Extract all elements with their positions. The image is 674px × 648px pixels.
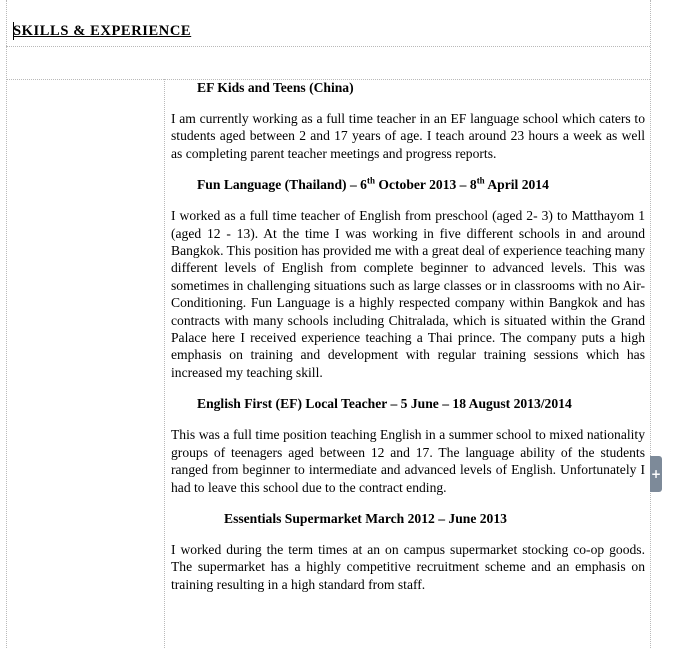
section-heading[interactable]: SKILLS & EXPERIENCE — [13, 23, 192, 39]
job-title-fun-language-part-a: Fun Language (Thailand) – 6 — [197, 177, 367, 193]
gridline-left — [6, 0, 7, 648]
job-title-fun-language-part-b: October 2013 – 8 — [374, 177, 477, 193]
ordinal-suffix: th — [366, 175, 375, 186]
job-title-essentials: Essentials Supermarket March 2012 – June 2013 — [224, 510, 507, 526]
gridline-row-1 — [6, 46, 650, 47]
experience-content[interactable] — [171, 79, 645, 593]
job-description-fun-language: I worked as a full time teacher of English from preschool (aged 2- 3) to Matthayom 1 (aged 12 - 13). At the time I was working in five different schools in and around Bangkok. This position has provided me with a great deal of experience teaching many different levels of English from complete beginner to advanced levels. This was sometimes in challenging situations such as large classes or in classrooms with no Air-Conditioning. Fun Language is a highly respected company within Bangkok and has contracts with many schools including Chitralada, which is situated within the Grand Palace here I received experience teaching a Thai prince. The company puts a high emphasis on training and development with regular training sessions which has increased my teaching skill. — [171, 208, 645, 380]
job-description-english-first: This was a full time position teaching English in a summer school to mixed nationality groups of teenagers aged between 12 and 17. The language ability of the students ranged from beginner to intermediate and advanced levels of English. Unfortunately I had to leave this school due to the contract ending. — [171, 427, 645, 495]
job-title-ef-kids: EF Kids and Teens (China) — [197, 80, 354, 95]
job-title-fun-language — [171, 176, 645, 194]
ordinal-suffix: th — [476, 175, 485, 186]
job-title-english-first: English First (EF) Local Teacher – 5 June – 18 August 2013/2014 — [197, 396, 572, 412]
gridline-right — [650, 0, 651, 648]
gridline-column-divider — [164, 79, 165, 648]
job-description-ef-kids: I am currently working as a full time teacher in an EF language school which caters to students aged between 2 and 17 years of age. I teach around 23 hours a week as well as completing parent teacher meetings and progress reports. — [171, 111, 645, 161]
job-title-fun-language-part-c: April 2014 — [484, 177, 549, 193]
add-row-tab[interactable]: + — [650, 456, 662, 492]
job-description-essentials: I worked during the term times at an on campus supermarket stocking co-op goods. The supermarket has a highly competitive recruitment scheme and an emphasis on training resulting in a high standard from staff. — [171, 541, 645, 592]
